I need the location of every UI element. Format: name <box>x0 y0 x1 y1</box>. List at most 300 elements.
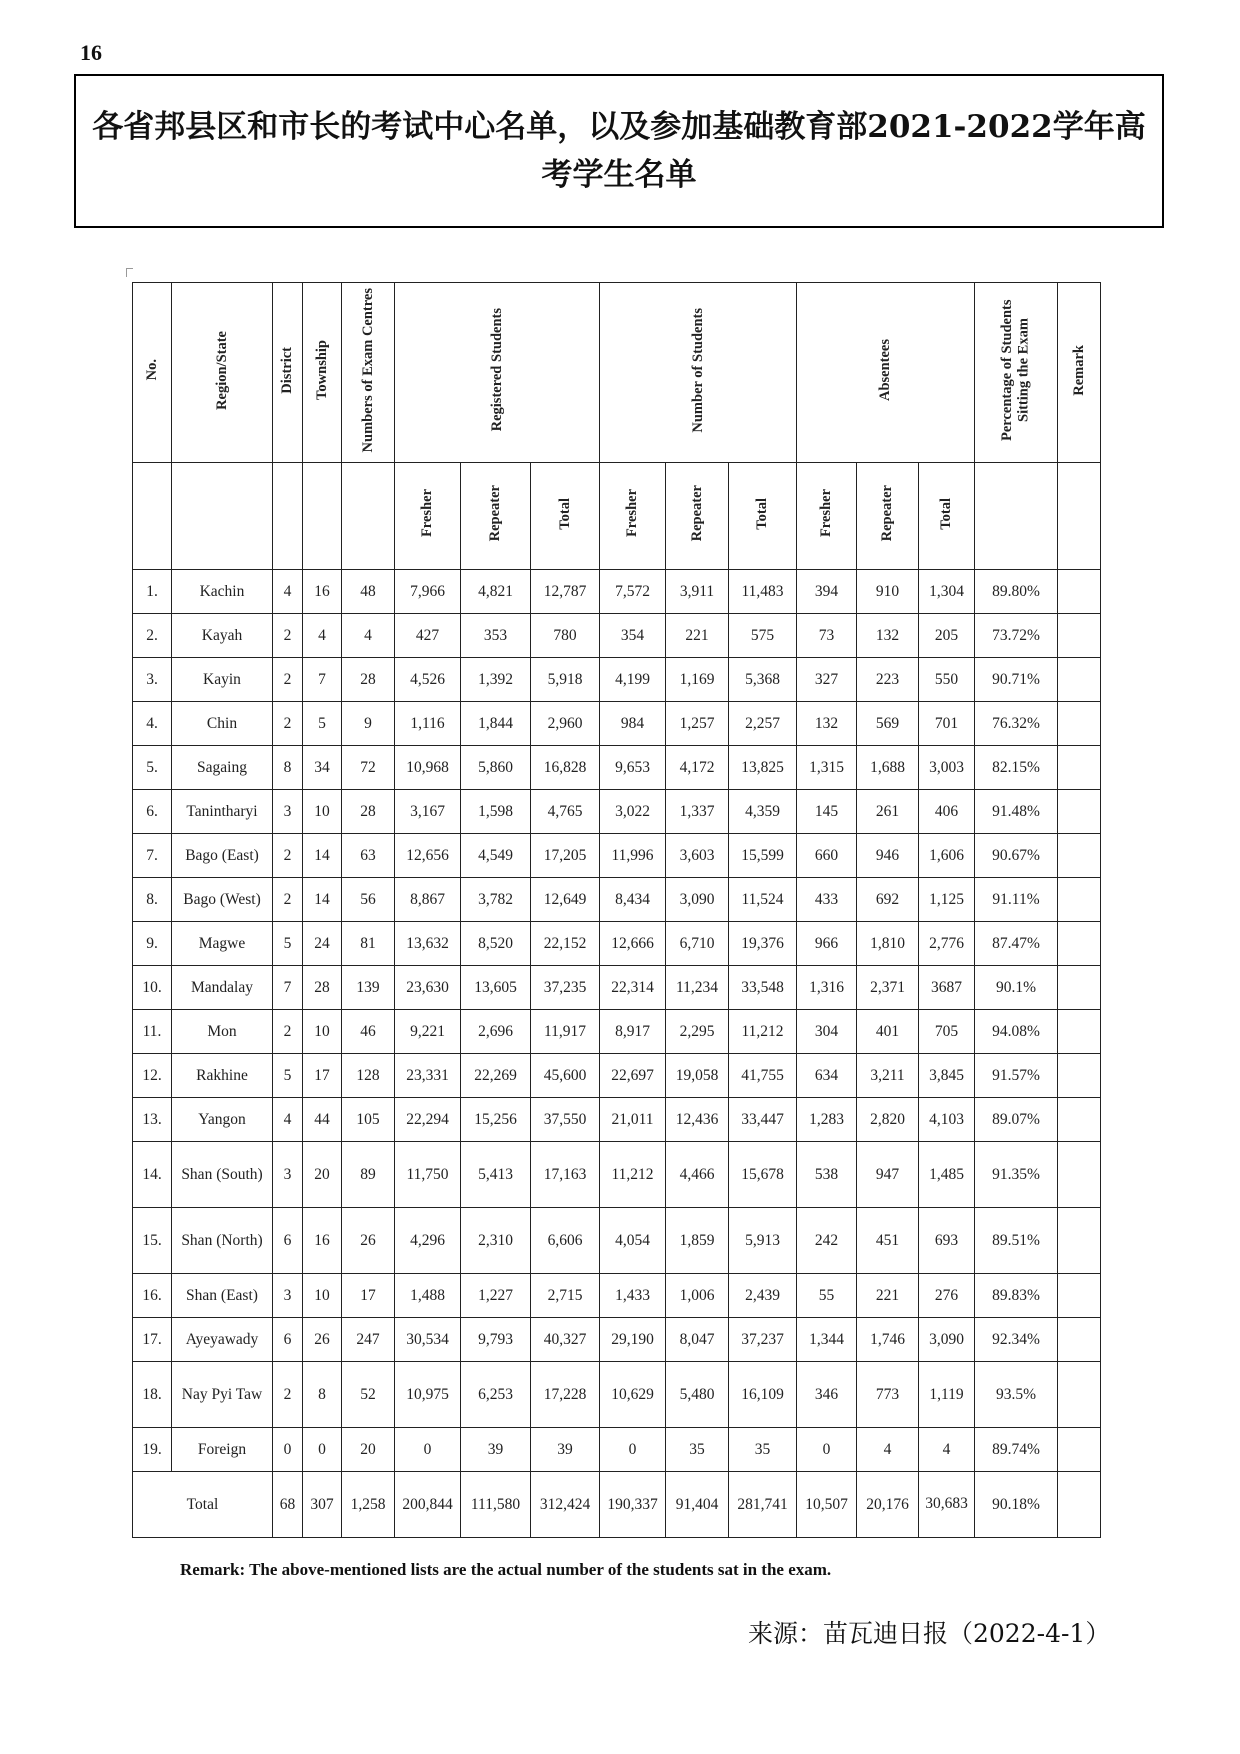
row-remark <box>1058 878 1101 922</box>
row-no: 7. <box>133 834 172 878</box>
row-township: 34 <box>303 746 342 790</box>
row-reg-total: 12,649 <box>531 878 600 922</box>
row-num-fresher: 21,011 <box>600 1098 666 1142</box>
row-num-fresher: 0 <box>600 1428 666 1472</box>
row-reg-repeater: 1,392 <box>461 658 531 702</box>
row-reg-fresher: 4,296 <box>395 1208 461 1274</box>
row-reg-fresher: 11,750 <box>395 1142 461 1208</box>
row-abs-repeater: 4 <box>857 1428 919 1472</box>
row-abs-fresher: 145 <box>797 790 857 834</box>
row-no: 9. <box>133 922 172 966</box>
row-abs-fresher: 634 <box>797 1054 857 1098</box>
row-reg-repeater: 6,253 <box>461 1362 531 1428</box>
row-reg-total: 37,235 <box>531 966 600 1010</box>
row-num-total: 11,483 <box>729 570 797 614</box>
table-row <box>133 1318 1101 1362</box>
row-abs-repeater: 451 <box>857 1208 919 1274</box>
row-reg-repeater: 2,696 <box>461 1010 531 1054</box>
row-reg-total: 37,550 <box>531 1098 600 1142</box>
row-township: 16 <box>303 570 342 614</box>
row-percentage: 91.48% <box>975 790 1058 834</box>
row-abs-fresher: 966 <box>797 922 857 966</box>
row-reg-fresher: 4,526 <box>395 658 461 702</box>
row-num-total: 11,212 <box>729 1010 797 1054</box>
table-row <box>133 746 1101 790</box>
subheader-absentees-total: Total <box>919 463 975 570</box>
total-num-total: 281,741 <box>729 1472 797 1538</box>
row-percentage: 89.07% <box>975 1098 1058 1142</box>
row-region: Tanintharyi <box>172 790 273 834</box>
row-township: 10 <box>303 1274 342 1318</box>
row-abs-total: 705 <box>919 1010 975 1054</box>
subheader-registered-repeater: Repeater <box>461 463 531 570</box>
row-reg-repeater: 1,844 <box>461 702 531 746</box>
row-abs-repeater: 947 <box>857 1142 919 1208</box>
row-num-fresher: 29,190 <box>600 1318 666 1362</box>
row-exam-centres: 105 <box>342 1098 395 1142</box>
row-num-total: 13,825 <box>729 746 797 790</box>
row-abs-total: 3,845 <box>919 1054 975 1098</box>
row-num-repeater: 4,466 <box>666 1142 729 1208</box>
row-no: 12. <box>133 1054 172 1098</box>
row-reg-total: 780 <box>531 614 600 658</box>
row-district: 3 <box>273 1274 303 1318</box>
row-percentage: 73.72% <box>975 614 1058 658</box>
table-row <box>133 1362 1101 1428</box>
row-region: Bago (West) <box>172 878 273 922</box>
total-abs-fresher: 10,507 <box>797 1472 857 1538</box>
row-reg-repeater: 15,256 <box>461 1098 531 1142</box>
row-region: Yangon <box>172 1098 273 1142</box>
row-num-total: 4,359 <box>729 790 797 834</box>
row-num-total: 2,257 <box>729 702 797 746</box>
row-num-fresher: 10,629 <box>600 1362 666 1428</box>
row-remark <box>1058 1208 1101 1274</box>
row-region: Kayah <box>172 614 273 658</box>
header-region: Region/State <box>172 283 273 463</box>
total-reg-fresher: 200,844 <box>395 1472 461 1538</box>
row-num-repeater: 3,911 <box>666 570 729 614</box>
row-region: Kayin <box>172 658 273 702</box>
row-township: 7 <box>303 658 342 702</box>
subheader-registered-fresher: Fresher <box>395 463 461 570</box>
row-region: Ayeyawady <box>172 1318 273 1362</box>
row-reg-total: 17,228 <box>531 1362 600 1428</box>
row-num-repeater: 19,058 <box>666 1054 729 1098</box>
row-reg-repeater: 22,269 <box>461 1054 531 1098</box>
row-township: 17 <box>303 1054 342 1098</box>
row-township: 26 <box>303 1318 342 1362</box>
row-region: Nay Pyi Taw <box>172 1362 273 1428</box>
row-no: 11. <box>133 1010 172 1054</box>
row-reg-total: 11,917 <box>531 1010 600 1054</box>
row-abs-total: 406 <box>919 790 975 834</box>
row-num-total: 11,524 <box>729 878 797 922</box>
total-percentage: 90.18% <box>975 1472 1058 1538</box>
row-reg-fresher: 10,975 <box>395 1362 461 1428</box>
row-reg-repeater: 39 <box>461 1428 531 1472</box>
row-reg-fresher: 1,116 <box>395 702 461 746</box>
row-no: 5. <box>133 746 172 790</box>
row-abs-repeater: 1,688 <box>857 746 919 790</box>
row-abs-fresher: 242 <box>797 1208 857 1274</box>
row-reg-total: 4,765 <box>531 790 600 834</box>
row-district: 5 <box>273 922 303 966</box>
total-num-repeater: 91,404 <box>666 1472 729 1538</box>
row-reg-repeater: 4,821 <box>461 570 531 614</box>
row-district: 4 <box>273 570 303 614</box>
row-percentage: 90.67% <box>975 834 1058 878</box>
row-abs-fresher: 1,283 <box>797 1098 857 1142</box>
row-reg-total: 45,600 <box>531 1054 600 1098</box>
row-reg-repeater: 1,227 <box>461 1274 531 1318</box>
row-region: Shan (North) <box>172 1208 273 1274</box>
row-num-repeater: 6,710 <box>666 922 729 966</box>
row-reg-fresher: 23,630 <box>395 966 461 1010</box>
row-abs-fresher: 394 <box>797 570 857 614</box>
table-row <box>133 1098 1101 1142</box>
subheader-number-repeater: Repeater <box>666 463 729 570</box>
row-num-fresher: 22,697 <box>600 1054 666 1098</box>
row-num-repeater: 1,257 <box>666 702 729 746</box>
row-no: 18. <box>133 1362 172 1428</box>
row-abs-fresher: 55 <box>797 1274 857 1318</box>
row-abs-total: 4,103 <box>919 1098 975 1142</box>
row-region: Mandalay <box>172 966 273 1010</box>
row-remark <box>1058 1362 1101 1428</box>
row-num-total: 15,678 <box>729 1142 797 1208</box>
total-reg-total: 312,424 <box>531 1472 600 1538</box>
table-row <box>133 1142 1101 1208</box>
row-remark <box>1058 702 1101 746</box>
row-num-total: 33,447 <box>729 1098 797 1142</box>
row-abs-total: 701 <box>919 702 975 746</box>
row-remark <box>1058 790 1101 834</box>
header-registered-students: Registered Students <box>395 283 600 463</box>
row-percentage: 89.51% <box>975 1208 1058 1274</box>
corner-mark <box>126 268 133 277</box>
row-num-total: 35 <box>729 1428 797 1472</box>
row-reg-fresher: 10,968 <box>395 746 461 790</box>
row-num-fresher: 1,433 <box>600 1274 666 1318</box>
row-reg-total: 16,828 <box>531 746 600 790</box>
row-num-repeater: 12,436 <box>666 1098 729 1142</box>
row-reg-repeater: 5,860 <box>461 746 531 790</box>
row-remark <box>1058 658 1101 702</box>
row-township: 14 <box>303 834 342 878</box>
row-abs-repeater: 569 <box>857 702 919 746</box>
row-region: Kachin <box>172 570 273 614</box>
row-percentage: 92.34% <box>975 1318 1058 1362</box>
row-abs-total: 1,606 <box>919 834 975 878</box>
page-title: 各省邦县区和市长的考试中心名单，以及参加基础教育部2021-2022学年高考学生名单 <box>92 108 1146 193</box>
row-township: 16 <box>303 1208 342 1274</box>
row-abs-total: 1,485 <box>919 1142 975 1208</box>
row-abs-total: 1,125 <box>919 878 975 922</box>
header-number-of-students: Number of Students <box>600 283 797 463</box>
row-num-repeater: 35 <box>666 1428 729 1472</box>
row-remark <box>1058 966 1101 1010</box>
row-abs-fresher: 346 <box>797 1362 857 1428</box>
row-percentage: 90.1% <box>975 966 1058 1010</box>
row-abs-fresher: 538 <box>797 1142 857 1208</box>
row-township: 44 <box>303 1098 342 1142</box>
row-reg-total: 39 <box>531 1428 600 1472</box>
row-reg-total: 17,205 <box>531 834 600 878</box>
table-row <box>133 702 1101 746</box>
row-num-fresher: 8,434 <box>600 878 666 922</box>
row-abs-total: 276 <box>919 1274 975 1318</box>
row-exam-centres: 28 <box>342 658 395 702</box>
row-reg-total: 2,715 <box>531 1274 600 1318</box>
row-remark <box>1058 1098 1101 1142</box>
row-region: Foreign <box>172 1428 273 1472</box>
row-num-total: 5,368 <box>729 658 797 702</box>
header-district: District <box>273 283 303 463</box>
row-reg-fresher: 1,488 <box>395 1274 461 1318</box>
row-abs-fresher: 660 <box>797 834 857 878</box>
row-no: 14. <box>133 1142 172 1208</box>
row-reg-fresher: 8,867 <box>395 878 461 922</box>
row-num-fresher: 12,666 <box>600 922 666 966</box>
row-reg-fresher: 427 <box>395 614 461 658</box>
row-num-total: 5,913 <box>729 1208 797 1274</box>
table-row <box>133 878 1101 922</box>
row-township: 5 <box>303 702 342 746</box>
row-remark <box>1058 922 1101 966</box>
row-district: 2 <box>273 878 303 922</box>
row-exam-centres: 46 <box>342 1010 395 1054</box>
page-number: 16 <box>80 40 102 65</box>
row-exam-centres: 28 <box>342 790 395 834</box>
header-no: No. <box>133 283 172 463</box>
row-exam-centres: 89 <box>342 1142 395 1208</box>
row-township: 10 <box>303 1010 342 1054</box>
row-abs-fresher: 132 <box>797 702 857 746</box>
table-row <box>133 1428 1101 1472</box>
header-township: Township <box>303 283 342 463</box>
row-reg-total: 2,960 <box>531 702 600 746</box>
row-township: 10 <box>303 790 342 834</box>
row-abs-fresher: 0 <box>797 1428 857 1472</box>
row-exam-centres: 81 <box>342 922 395 966</box>
subheader-absentees-fresher: Fresher <box>797 463 857 570</box>
row-reg-fresher: 7,966 <box>395 570 461 614</box>
row-exam-centres: 4 <box>342 614 395 658</box>
row-no: 17. <box>133 1318 172 1362</box>
row-num-repeater: 3,090 <box>666 878 729 922</box>
row-abs-total: 205 <box>919 614 975 658</box>
row-district: 3 <box>273 1142 303 1208</box>
row-no: 13. <box>133 1098 172 1142</box>
table-row <box>133 790 1101 834</box>
row-no: 1. <box>133 570 172 614</box>
row-township: 8 <box>303 1362 342 1428</box>
row-abs-repeater: 2,371 <box>857 966 919 1010</box>
row-reg-fresher: 22,294 <box>395 1098 461 1142</box>
row-district: 2 <box>273 658 303 702</box>
subheader-registered-total: Total <box>531 463 600 570</box>
row-abs-repeater: 132 <box>857 614 919 658</box>
row-reg-total: 6,606 <box>531 1208 600 1274</box>
row-region: Chin <box>172 702 273 746</box>
row-district: 2 <box>273 834 303 878</box>
row-abs-total: 550 <box>919 658 975 702</box>
row-percentage: 89.83% <box>975 1274 1058 1318</box>
row-num-total: 15,599 <box>729 834 797 878</box>
row-remark <box>1058 1054 1101 1098</box>
row-abs-repeater: 3,211 <box>857 1054 919 1098</box>
row-no: 19. <box>133 1428 172 1472</box>
subheader-number-total: Total <box>729 463 797 570</box>
source-citation: 来源：苗瓦迪日报（2022-4-1） <box>748 1619 1111 1648</box>
row-num-repeater: 5,480 <box>666 1362 729 1428</box>
row-abs-total: 4 <box>919 1428 975 1472</box>
row-exam-centres: 72 <box>342 746 395 790</box>
row-num-fresher: 22,314 <box>600 966 666 1010</box>
row-township: 0 <box>303 1428 342 1472</box>
row-percentage: 91.11% <box>975 878 1058 922</box>
total-reg-repeater: 111,580 <box>461 1472 531 1538</box>
row-percentage: 89.74% <box>975 1428 1058 1472</box>
row-reg-fresher: 30,534 <box>395 1318 461 1362</box>
row-percentage: 82.15% <box>975 746 1058 790</box>
row-abs-repeater: 221 <box>857 1274 919 1318</box>
table-row <box>133 1208 1101 1274</box>
row-reg-repeater: 13,605 <box>461 966 531 1010</box>
row-region: Bago (East) <box>172 834 273 878</box>
row-num-repeater: 4,172 <box>666 746 729 790</box>
row-percentage: 94.08% <box>975 1010 1058 1054</box>
row-num-fresher: 4,054 <box>600 1208 666 1274</box>
subheader-absentees-repeater: Repeater <box>857 463 919 570</box>
row-exam-centres: 26 <box>342 1208 395 1274</box>
row-district: 8 <box>273 746 303 790</box>
row-district: 7 <box>273 966 303 1010</box>
row-abs-fresher: 73 <box>797 614 857 658</box>
row-num-total: 2,439 <box>729 1274 797 1318</box>
row-reg-repeater: 1,598 <box>461 790 531 834</box>
row-abs-repeater: 1,746 <box>857 1318 919 1362</box>
row-no: 3. <box>133 658 172 702</box>
row-reg-repeater: 2,310 <box>461 1208 531 1274</box>
table-row <box>133 922 1101 966</box>
title-box <box>74 74 1164 228</box>
row-exam-centres: 20 <box>342 1428 395 1472</box>
row-district: 5 <box>273 1054 303 1098</box>
row-abs-fresher: 304 <box>797 1010 857 1054</box>
total-abs-repeater: 20,176 <box>857 1472 919 1538</box>
total-abs-total: 30,683 <box>919 1472 975 1538</box>
row-reg-repeater: 4,549 <box>461 834 531 878</box>
row-reg-repeater: 3,782 <box>461 878 531 922</box>
row-district: 6 <box>273 1208 303 1274</box>
row-num-repeater: 1,169 <box>666 658 729 702</box>
row-reg-total: 17,163 <box>531 1142 600 1208</box>
row-reg-repeater: 8,520 <box>461 922 531 966</box>
table-row <box>133 1274 1101 1318</box>
row-reg-repeater: 5,413 <box>461 1142 531 1208</box>
row-abs-repeater: 2,820 <box>857 1098 919 1142</box>
row-township: 24 <box>303 922 342 966</box>
table-row <box>133 658 1101 702</box>
row-percentage: 76.32% <box>975 702 1058 746</box>
row-num-fresher: 7,572 <box>600 570 666 614</box>
row-district: 0 <box>273 1428 303 1472</box>
row-no: 16. <box>133 1274 172 1318</box>
row-abs-fresher: 433 <box>797 878 857 922</box>
row-reg-fresher: 9,221 <box>395 1010 461 1054</box>
row-reg-repeater: 353 <box>461 614 531 658</box>
row-remark <box>1058 614 1101 658</box>
row-region: Magwe <box>172 922 273 966</box>
row-remark <box>1058 746 1101 790</box>
row-reg-fresher: 13,632 <box>395 922 461 966</box>
row-num-repeater: 221 <box>666 614 729 658</box>
row-num-fresher: 354 <box>600 614 666 658</box>
row-district: 4 <box>273 1098 303 1142</box>
row-no: 8. <box>133 878 172 922</box>
row-num-total: 37,237 <box>729 1318 797 1362</box>
row-percentage: 90.71% <box>975 658 1058 702</box>
row-exam-centres: 247 <box>342 1318 395 1362</box>
row-exam-centres: 63 <box>342 834 395 878</box>
table-row <box>133 966 1101 1010</box>
row-remark <box>1058 570 1101 614</box>
row-abs-repeater: 1,810 <box>857 922 919 966</box>
row-township: 28 <box>303 966 342 1010</box>
row-percentage: 93.5% <box>975 1362 1058 1428</box>
row-num-fresher: 4,199 <box>600 658 666 702</box>
row-abs-fresher: 1,344 <box>797 1318 857 1362</box>
row-abs-repeater: 910 <box>857 570 919 614</box>
row-remark <box>1058 1274 1101 1318</box>
row-num-total: 16,109 <box>729 1362 797 1428</box>
row-abs-total: 3,090 <box>919 1318 975 1362</box>
row-exam-centres: 128 <box>342 1054 395 1098</box>
row-township: 4 <box>303 614 342 658</box>
row-abs-total: 3,003 <box>919 746 975 790</box>
row-abs-repeater: 261 <box>857 790 919 834</box>
row-region: Shan (South) <box>172 1142 273 1208</box>
row-num-repeater: 11,234 <box>666 966 729 1010</box>
row-township: 20 <box>303 1142 342 1208</box>
row-abs-total: 1,119 <box>919 1362 975 1428</box>
row-abs-total: 2,776 <box>919 922 975 966</box>
row-no: 6. <box>133 790 172 834</box>
row-township: 14 <box>303 878 342 922</box>
row-district: 2 <box>273 614 303 658</box>
row-reg-repeater: 9,793 <box>461 1318 531 1362</box>
row-region: Shan (East) <box>172 1274 273 1318</box>
row-reg-total: 40,327 <box>531 1318 600 1362</box>
row-num-repeater: 1,859 <box>666 1208 729 1274</box>
row-exam-centres: 52 <box>342 1362 395 1428</box>
row-abs-repeater: 946 <box>857 834 919 878</box>
row-abs-fresher: 1,315 <box>797 746 857 790</box>
row-no: 2. <box>133 614 172 658</box>
row-abs-repeater: 401 <box>857 1010 919 1054</box>
row-abs-total: 693 <box>919 1208 975 1274</box>
header-exam-centres: Numbers of Exam Centres <box>342 283 395 463</box>
row-num-fresher: 8,917 <box>600 1010 666 1054</box>
row-district: 6 <box>273 1318 303 1362</box>
row-abs-fresher: 1,316 <box>797 966 857 1010</box>
row-num-total: 19,376 <box>729 922 797 966</box>
exam-statistics-table <box>132 282 1101 1538</box>
row-abs-repeater: 692 <box>857 878 919 922</box>
row-region: Mon <box>172 1010 273 1054</box>
